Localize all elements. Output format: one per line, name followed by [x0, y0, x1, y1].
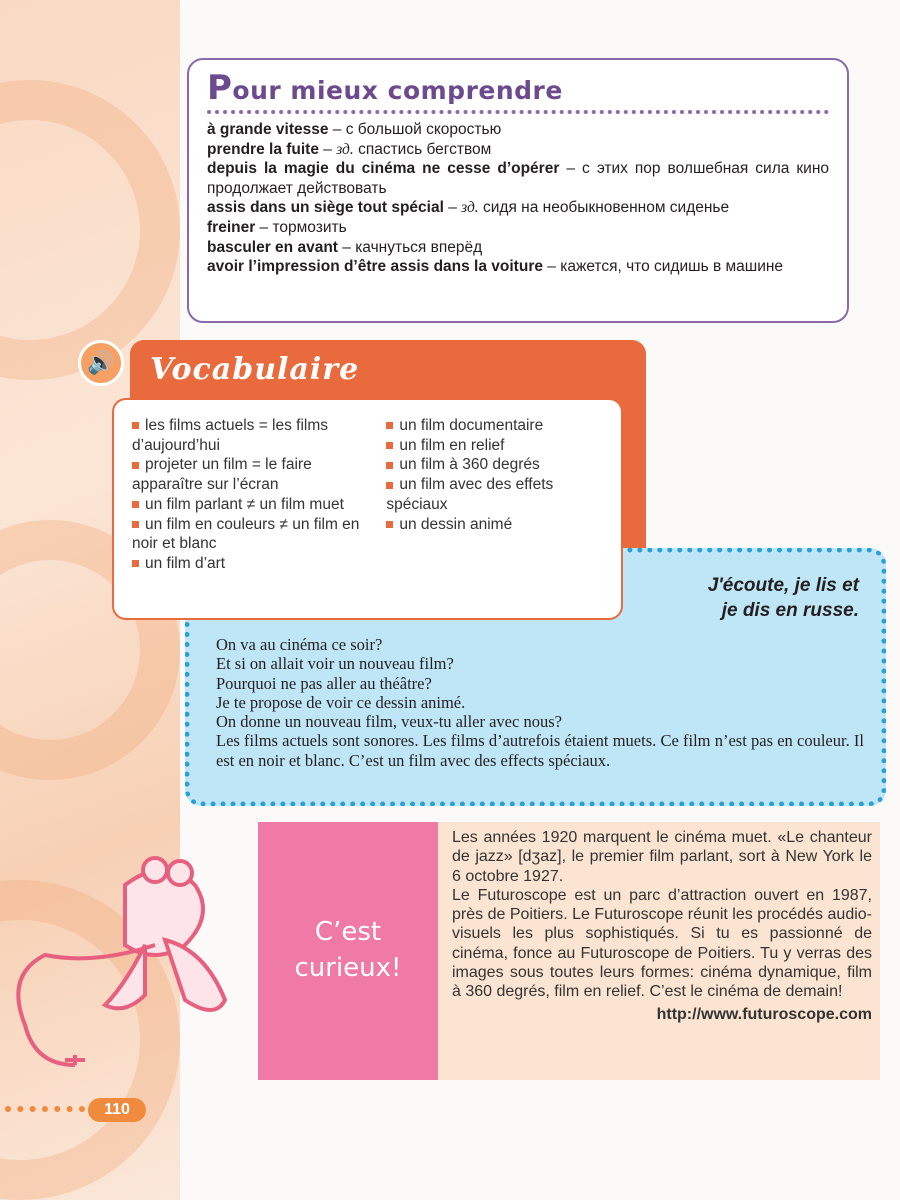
bullet-square-icon — [132, 422, 139, 429]
bullet-square-icon — [132, 521, 139, 528]
ecoute-line: Pourquoi ne pas aller au théâtre? — [216, 673, 432, 693]
page-number-dots — [5, 1106, 85, 1112]
glossary-entry — [207, 238, 829, 258]
glossary-entry — [207, 120, 829, 140]
vocabulary-text: un film en couleurs ≠ un film en noir et blanc — [132, 515, 360, 553]
abbreviation: зд. — [336, 140, 354, 158]
ecoute-line: Et si on allait voir un nouveau film? — [216, 654, 454, 674]
separator: – — [559, 160, 583, 178]
separator: – — [318, 140, 337, 158]
glossary-entry — [207, 257, 829, 277]
vocabulary-column-2 — [386, 416, 603, 602]
heading-line-2: je dis en russe. — [721, 600, 859, 621]
vocabulary-text: un film en relief — [399, 436, 505, 454]
curieux-label-line-1: C’est — [314, 917, 382, 947]
vocabulary-column-1 — [132, 416, 368, 602]
vocabulary-item — [132, 416, 368, 455]
curieux-label-line-2: curieux! — [294, 953, 402, 983]
vocabulary-text: les films actuels = les films d’aujourd’hui — [132, 417, 329, 454]
bullet-square-icon — [132, 462, 139, 469]
glossary-entry — [207, 198, 829, 218]
bullet-square-icon — [386, 521, 393, 528]
audio-speaker-icon[interactable]: 🔊 — [78, 340, 124, 386]
page-number: 110 — [88, 1098, 146, 1122]
monkey-illustration — [5, 845, 255, 1075]
bullet-square-icon — [132, 501, 139, 508]
glossary-term: à grande vitesse — [207, 121, 329, 138]
glossary-term: avoir l’impression d’être assis dans la voiture — [207, 258, 543, 276]
vocabulary-text: un film à 360 degrés — [399, 456, 540, 474]
vocabulary-text: un film parlant ≠ un film muet — [145, 495, 344, 513]
glossary-term: prendre la fuite — [207, 140, 319, 158]
futuroscope-link[interactable]: http://www.futuroscope.com — [656, 1005, 872, 1023]
title-rest: our mieux comprendre — [232, 76, 563, 105]
glossary-entry — [207, 218, 829, 238]
ecoute-line: Les films actuels sont sonores. Les films d’autrefois étaient muets. Ce film n’est pas en couleur. Il est en noir et blanc. C’est un film avec des effects spéciaux. — [216, 731, 864, 770]
curieux-paragraph-2: Le Futuroscope est un parc d’attraction ouvert en 1987, près de Poitiers. Le Futuroscope réunit les procédés audio-visuels les plus sophistiqués. Si tu es passionné de cinéma, fonce au Futuroscope de Poitiers. Tu y verras des images sous toutes leurs formes: cinéma dynamique, film à 360 degrés, film en relief. C’est le cinéma de demain! — [452, 886, 872, 1001]
separator: – — [255, 218, 273, 236]
ecoute-line: On va au cinéma ce soir? — [216, 635, 383, 654]
vocabulary-text: un film d’art — [145, 554, 226, 572]
vocabulaire-title: Vocabulaire — [150, 352, 360, 387]
vocabulaire-box — [112, 398, 623, 620]
vocabulary-item — [132, 455, 368, 494]
curieux-paragraph-1: Les années 1920 marquent le cinéma muet. «Le chanteur de jazz» [dʒaz], le premier film parlant, sort à New York le 6 octobre 1927. — [452, 829, 872, 885]
vocabulary-item — [386, 436, 603, 456]
vocabulary-item — [386, 515, 603, 535]
bullet-square-icon — [386, 422, 393, 429]
glossary-translation: с большой скоростью — [345, 121, 502, 138]
curieux-label-block — [258, 822, 438, 1080]
separator: – — [337, 238, 356, 256]
glossary-term: assis dans un siège tout spécial — [207, 199, 444, 217]
vocabulary-text: un dessin animé — [399, 515, 513, 533]
vocabulary-item — [386, 416, 603, 436]
vocabulary-item — [386, 455, 603, 475]
ecoute-heading — [708, 573, 859, 623]
vocabulary-text: un film avec des effets spéciaux — [386, 476, 554, 513]
section-title — [207, 68, 829, 108]
title-initial: P — [207, 68, 233, 108]
heading-line-1: J'écoute, je lis et — [707, 575, 859, 596]
vocabulary-item — [132, 515, 368, 554]
separator: – — [542, 258, 561, 276]
separator: – — [443, 199, 462, 217]
ecoute-line: Je te propose de voir ce dessin animé. — [216, 692, 466, 712]
glossary-term: freiner — [207, 218, 256, 236]
bullet-square-icon — [386, 462, 393, 469]
glossary-term: depuis la magie du cinéma ne cesse d’opérer — [207, 160, 560, 178]
vocabulary-text: un film documentaire — [399, 417, 544, 434]
pour-mieux-comprendre-box — [187, 58, 849, 323]
vocabulary-text: projeter un film = le faire apparaître sur l’écran — [132, 456, 312, 494]
separator: – — [328, 121, 346, 138]
glossary-translation: спастись бегством — [353, 140, 492, 158]
glossary-entry — [207, 140, 829, 160]
abbreviation: зд. — [461, 199, 479, 217]
glossary-translation: сидя на необыкновенном сиденье — [478, 199, 730, 217]
ecoute-line: On donne un nouveau film, veux-tu aller avec nous? — [216, 712, 562, 732]
curieux-text-block — [438, 822, 880, 1080]
bullet-square-icon — [132, 560, 139, 567]
glossary-translation: тормозить — [272, 218, 347, 236]
dotted-divider — [207, 110, 829, 114]
glossary-translation: кажется, что сидишь в машине — [560, 258, 784, 276]
glossary-translation: с этих пор волшебная сила кино продолжает действовать — [207, 160, 830, 197]
glossary-term: basculer en avant — [207, 238, 338, 256]
bullet-square-icon — [386, 442, 393, 449]
glossary-entry — [207, 159, 829, 198]
bullet-square-icon — [386, 482, 393, 489]
vocabulary-item — [132, 554, 368, 574]
ecoute-text — [216, 635, 864, 770]
vocabulary-item — [386, 475, 603, 514]
glossary-translation: качнуться вперёд — [355, 238, 483, 256]
vocabulary-item — [132, 495, 368, 515]
